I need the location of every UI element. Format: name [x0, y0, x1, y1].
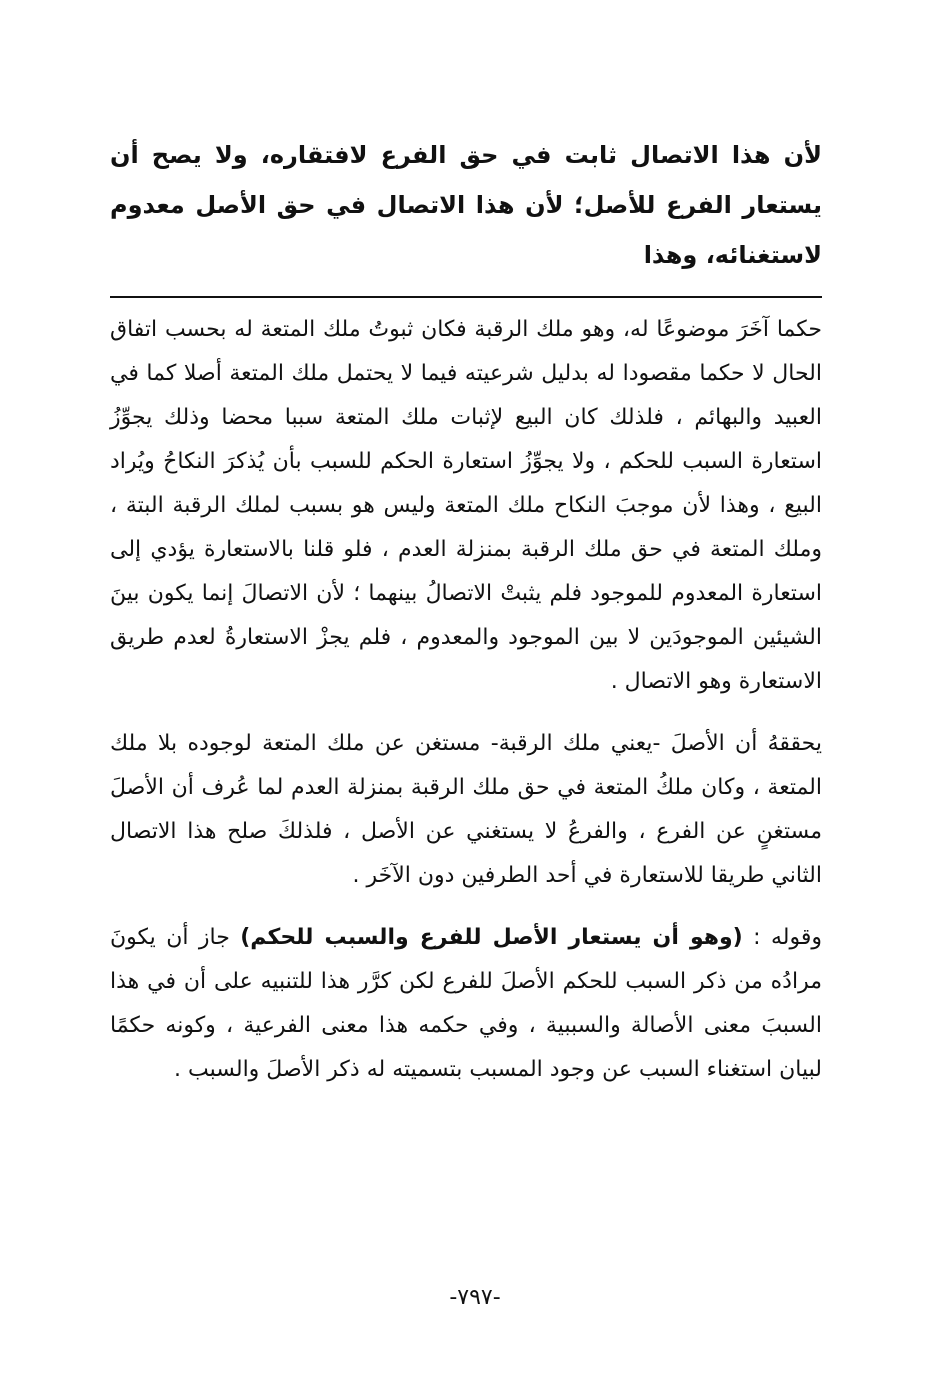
paragraph-3-intro: وقوله : — [753, 925, 822, 950]
main-text: لأن هذا الاتصال ثابت في حق الفرع لافتقاره، ولا يصح أن يستعار الفرع للأصل؛ لأن هذا الاتصال في حق الأصل معدوم لاستغنائه، وهذا — [110, 141, 822, 269]
page-body — [110, 130, 822, 1110]
commentary — [110, 308, 822, 1092]
commentary-paragraph-1: حكما آخَرَ موضوعًا له، وهو ملك الرقبة فكان ثبوتُ ملك المتعة له بحسب اتفاق الحال لا حكما مقصودا له بدليل شرعيته فيما لا يحتمل ملك المتعة أصلا كما في العبيد والبهائم ، فلذلك كان البيع لإثبات ملك المتعة سببا محضا وذلك يجوِّزُ استعارة السبب للحكم ، ولا يجوِّزُ استعارة الحكم للسبب بأن يُذكرَ النكاحُ ويُراد البيع ، وهذا لأن موجبَ النكاح ملك المتعة وليس هو بسبب لملك الرقبة البتة ، وملك المتعة في حق ملك الرقبة بمنزلة العدم ، فلو قلنا بالاستعارة يؤدي إلى استعارة المعدوم للموجود فلم يثبتْ الاتصالُ بينهما ؛ لأن الاتصالَ إنما يكون بينَ الشيئين الموجودَين لا بين الموجود والمعدوم ، فلم يجزْ الاستعارةُ لعدم طريق الاستعارة وهو الاتصال . — [110, 317, 822, 694]
footnote-divider — [110, 296, 822, 298]
commentary-paragraph-3 — [110, 916, 822, 1092]
commentary-paragraph-2: يحققهُ أن الأصلَ -يعني ملك الرقبة- مستغن عن ملك المتعة لوجوده بلا ملك المتعة ، وكان ملكُ المتعة في حق ملك الرقبة بمنزلة العدم لما عُرف أن الأصلَ مستغنٍ عن الفرع ، والفرعُ لا يستغني عن الأصل ، فلذلكَ صلح هذا الاتصال الثاني طريقا للاستعارة في أحد الطرفين دون الآخَر . — [110, 731, 822, 888]
page-number: -٧٩٧- — [449, 1285, 501, 1310]
quoted-matn: (وهو أن يستعار الأصل للفرع والسبب للحكم) — [240, 925, 743, 950]
paragraph-3-rest: جاز أن يكونَ مرادُه من ذكر السبب للحكم الأصلَ للفرع لكن كرَّر هذا للتنبيه على أن في هذا السببَ معنى الأصالة والسببية ، وفي حكمه هذا معنى الفرعية ، وكونه حكمًا لبيان استغناء السبب عن وجود المسبب بتسميته له ذكر الأصلَ والسبب . — [110, 925, 822, 1082]
